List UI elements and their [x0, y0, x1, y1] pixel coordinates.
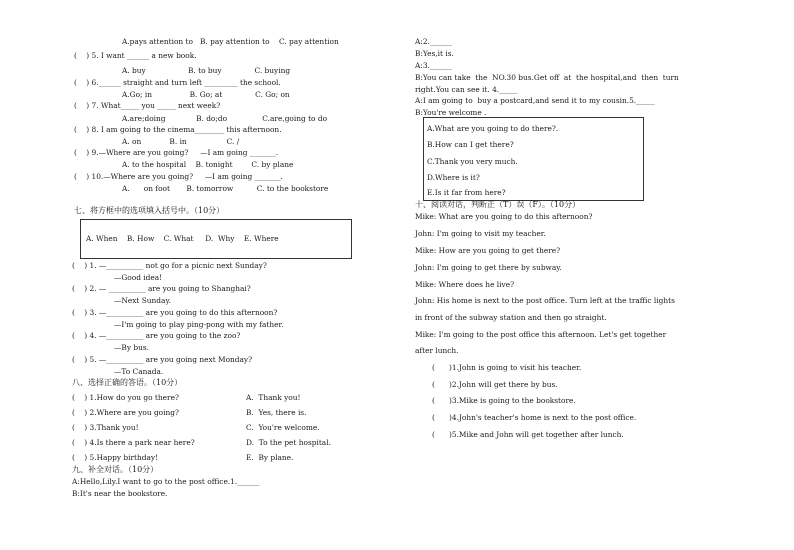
dialog-line: B:It's near the bookstore.	[72, 489, 168, 498]
reading-line: John: I'm going to visit my teacher.	[415, 229, 546, 238]
fill-question: ( ) 3. —__________ are you going to do this afternoon?	[72, 308, 278, 317]
match-question: ( ) 3.Thank you!	[72, 423, 139, 432]
match-answer: C. You're welcome.	[246, 423, 320, 432]
match-question: ( ) 4.Is there a park near here?	[72, 438, 195, 447]
dialog-option: A.What are you going to do there?.	[427, 124, 559, 133]
fill-answer: —Good idea!	[114, 273, 163, 282]
fill-question: ( ) 1. —__________ not go for a picnic next Sunday?	[72, 261, 267, 270]
dialog-line: A:2.______	[415, 37, 453, 46]
dialog-line: B:You're welcome .	[415, 108, 487, 117]
judge-item: ( )1.John is going to visit his teacher.	[432, 363, 582, 372]
reading-line: in front of the subway station and then go straight.	[415, 313, 607, 322]
match-answer: B. Yes, there is.	[246, 408, 307, 417]
dialog-line: A:I am going to buy a postcard,and send it to my cousin.5._____	[415, 96, 655, 105]
match-question: ( ) 5.Happy birthday!	[72, 453, 159, 462]
mc-options: A.pays attention to B. pay attention to C. pay attention	[122, 37, 339, 46]
fill-question: ( ) 4. —__________ are you going to the zoo?	[72, 331, 241, 340]
fill-answer: —To Canada.	[114, 367, 164, 376]
section-9-title: 九、补全对话。（10分）	[72, 465, 159, 474]
dialog-line: B:Yes,it is.	[415, 49, 454, 58]
reading-line: John: I'm going to get there by subway.	[415, 263, 562, 272]
mc-options: A. to the hospital B. tonight C. by plane	[122, 160, 294, 169]
judge-item: ( )5.Mike and John will get together after lunch.	[432, 430, 624, 439]
dialog-option: E.Is it far from here?	[427, 188, 506, 197]
match-question: ( ) 2.Where are you going?	[72, 408, 179, 417]
reading-line: Mike: I'm going to the post office this afternoon. Let's get together	[415, 330, 667, 339]
mc-options: A. on B. in C. /	[122, 137, 240, 146]
dialog-line: B:You can take the NO.30 bus.Get off at the hospital,and then turn	[415, 73, 679, 82]
section-10-title: 十、阅读对话，判断正（T）误（F）。（10分）	[415, 200, 581, 209]
dialog-line: right.You can see it. 4._____	[415, 85, 518, 94]
match-question: ( ) 1.How do you go there?	[72, 393, 179, 402]
fill-answer: —Next Sunday.	[114, 296, 171, 305]
reading-line: Mike: How are you going to get there?	[415, 246, 561, 255]
mc-question: ( ) 7. What_____ you _____ next week?	[74, 101, 221, 110]
mc-question: ( ) 8. I am going to the cinema________ this afternoon.	[74, 125, 282, 134]
reading-line: John: His home is next to the post office. Turn left at the traffic lights	[415, 296, 675, 305]
fill-question: ( ) 5. —__________ are you going next Monday?	[72, 355, 253, 364]
mc-question: ( ) 9.—Where are you going? —I am going _______.	[74, 148, 279, 157]
section-7-options: A. When B. How C. What D. Why E. Where	[86, 234, 279, 243]
fill-answer: —By bus.	[114, 343, 149, 352]
mc-question: ( ) 5. I want ______ a new book.	[74, 51, 197, 60]
mc-options: A.Go; in B. Go; at C. Go; on	[122, 90, 290, 99]
mc-question: ( ) 6.______ straight and turn left _________ the school.	[74, 78, 281, 87]
dialog-line: A:3.______	[415, 61, 453, 70]
match-answer: D. To the pet hospital.	[246, 438, 331, 447]
dialog-option: D.Where is it?	[427, 173, 480, 182]
match-answer: A. Thank you!	[246, 393, 301, 402]
judge-item: ( )2.John will get there by bus.	[432, 380, 558, 389]
dialog-line: A:Hello,Lily.I want to go to the post office.1.______	[72, 477, 260, 486]
section-7-title: 七、将方框中的选项填入括号中。（10分）	[74, 206, 225, 215]
judge-item: ( )4.John's teacher's home is next to the post office.	[432, 413, 637, 422]
fill-answer: —I'm going to play ping-pong with my father.	[114, 320, 284, 329]
judge-item: ( )3.Mike is going to the bookstore.	[432, 396, 576, 405]
mc-question: ( ) 10.—Where are you going? —I am going _______.	[74, 172, 283, 181]
mc-options: A.are;doing B. do;do C.are,going to do	[122, 114, 328, 123]
section-8-title: 八、选择正确的答语。（10分）	[72, 378, 183, 387]
match-answer: E. By plane.	[246, 453, 294, 462]
dialog-option: B.How can I get there?	[427, 140, 514, 149]
mc-options: A. buy B. to buy C. buying	[122, 66, 291, 75]
reading-line: Mike: What are you going to do this afternoon?	[415, 212, 593, 221]
mc-options: A. on foot B. tomorrow C. to the bookstore	[122, 184, 329, 193]
dialog-option: C.Thank you very much.	[427, 157, 518, 166]
reading-line: after lunch.	[415, 346, 459, 355]
reading-line: Mike: Where does he live?	[415, 280, 515, 289]
fill-question: ( ) 2. — __________ are you going to Shanghai?	[72, 284, 251, 293]
